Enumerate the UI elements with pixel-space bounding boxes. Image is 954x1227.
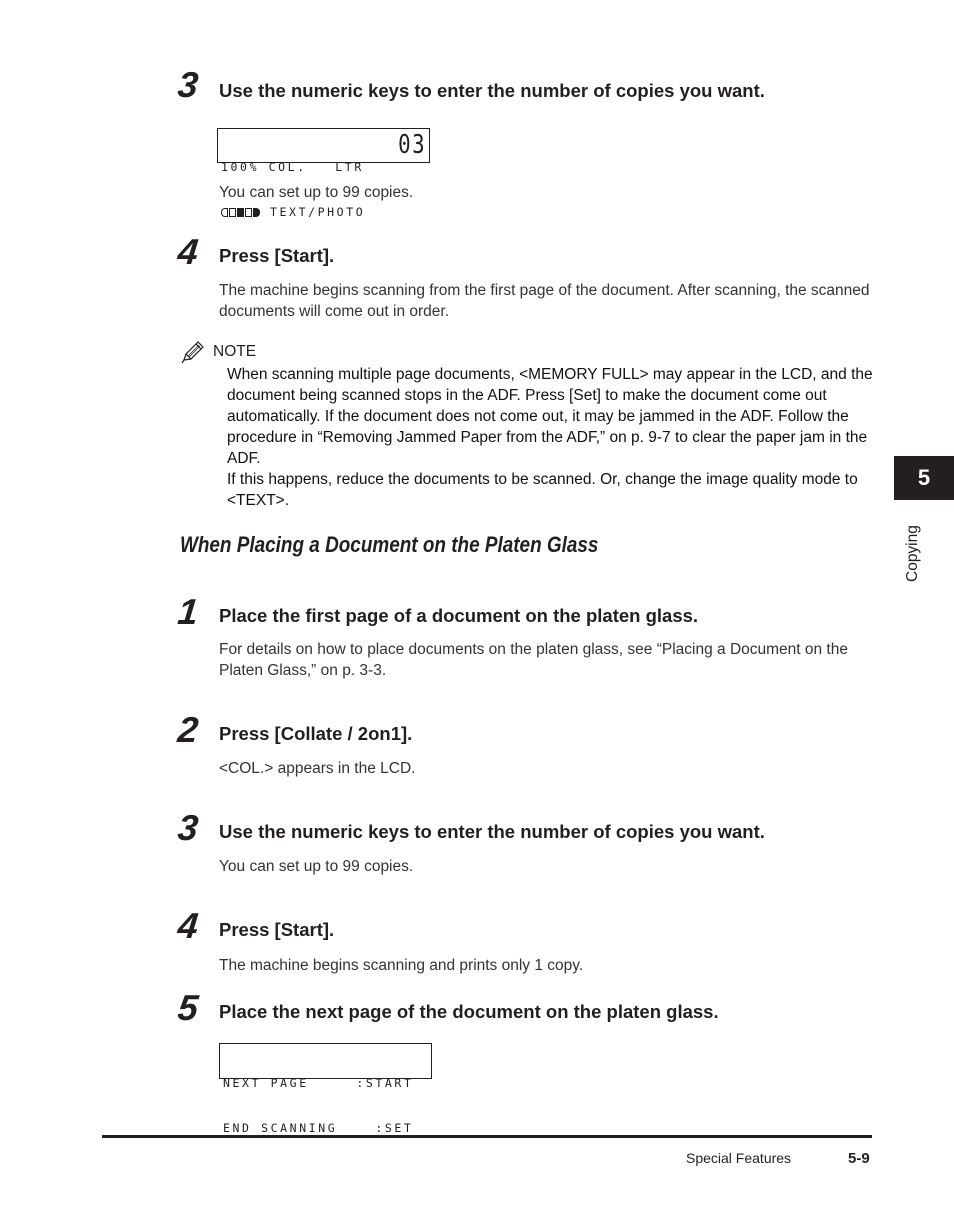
step-number: 3 [175, 64, 201, 105]
step-heading: Use the numeric keys to enter the number of copies you want. [219, 80, 765, 101]
step-body: You can set up to 99 copies. [219, 184, 414, 201]
step-heading: Press [Start]. [219, 245, 335, 266]
step-heading: Press [Collate / 2on1]. [219, 723, 413, 744]
step-number: 4 [175, 905, 201, 946]
density-bar-icon [221, 208, 260, 217]
lcd-line-1: 100% COL. LTR [221, 160, 364, 174]
lcd-line-2: END SCANNING :SET [223, 1121, 414, 1135]
section-title: When Placing a Document on the Platen Glass [180, 532, 599, 557]
step-number: 4 [175, 231, 201, 272]
step-heading: Place the next page of the document on the platen glass. [219, 1001, 719, 1022]
lcd-display-next-page [219, 1043, 432, 1135]
lcd-mode: TEXT/PHOTO [270, 205, 366, 219]
step-body: The machine begins scanning and prints only 1 copy. [219, 957, 584, 974]
step-body: For details on how to place documents on the platen glass, see “Placing a Document on the Platen Glass,” on p. 3-3. [219, 641, 848, 679]
chapter-tab: 5 [894, 456, 954, 500]
step-heading: Press [Start]. [219, 919, 335, 940]
step-heading: Use the numeric keys to enter the number of copies you want. [219, 821, 765, 842]
note-label: NOTE [213, 343, 257, 360]
footer-rule [102, 1135, 872, 1138]
step-body: You can set up to 99 copies. [219, 858, 414, 875]
step-heading: Place the first page of a document on the platen glass. [219, 605, 699, 626]
step-number: 3 [175, 807, 201, 848]
step-number: 2 [175, 709, 201, 750]
pencil-icon [180, 340, 206, 364]
note-paragraph: If this happens, reduce the documents to be scanned. Or, change the image quality mode to <TEXT>. [227, 471, 858, 509]
footer-section-name: Special Features [686, 1150, 792, 1166]
lcd-copy-count: 03 [397, 130, 426, 160]
page-number: 5-9 [848, 1150, 870, 1167]
step-number: 5 [175, 987, 201, 1028]
lcd-line-2 [221, 205, 426, 220]
lcd-line-1: NEXT PAGE :START [223, 1076, 414, 1090]
chapter-label: Copying [904, 525, 921, 582]
step-number: 1 [175, 591, 201, 632]
note-paragraph: When scanning multiple page documents, <MEMORY FULL> may appear in the LCD, and the document being scanned stops in the ADF. Press [Set] to make the document come out automatically. If the document does not come out, it may be jammed in the ADF. Follow the procedure in “Removing Jammed Paper from the ADF,” on p. 9-7 to clear the paper jam in the ADF. [227, 366, 873, 467]
step-body: <COL.> appears in the LCD. [219, 760, 416, 777]
step-body: The machine begins scanning from the first page of the document. After scanning, the scanned documents will come out in order. [219, 282, 870, 320]
